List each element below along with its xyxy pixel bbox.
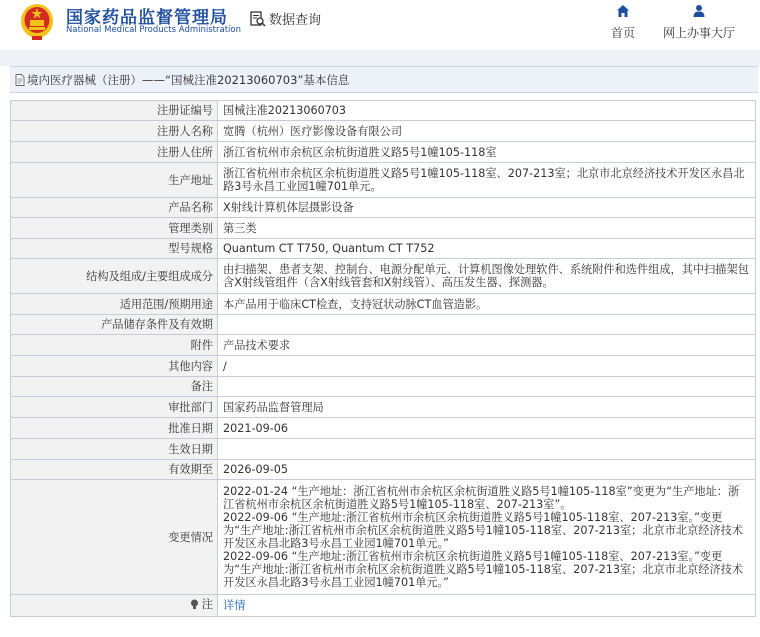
field-label: 备注 xyxy=(11,377,218,397)
breadcrumb-category-link[interactable]: 境内医疗器械（注册） xyxy=(27,72,142,87)
home-icon xyxy=(616,4,630,18)
field-value xyxy=(218,439,756,460)
table-row xyxy=(11,315,756,335)
field-value: 由扫描架、患者支架、控制台、电源分配单元、计算机图像处理软件、系统附件和选件组成，其中扫描架包含X射线管组件（含X射线管套和X射线管）、高压发生器、探测器。 xyxy=(218,259,756,294)
document-icon xyxy=(15,74,25,86)
table-row xyxy=(11,356,756,377)
field-label: 变更情况 xyxy=(11,480,218,595)
field-label: 产品储存条件及有效期 xyxy=(11,315,218,335)
breadcrumb-separator: —— xyxy=(142,72,165,87)
field-value: 2021-09-06 xyxy=(218,418,756,439)
breadcrumb xyxy=(10,66,758,93)
change-entry: 2022-09-06 “生产地址:浙江省杭州市余杭区余杭街道胜义路5号1幢105-118室、207-213室。”变更为“生产地址:浙江省杭州市余杭区余杭街道胜义路5号1幢105-118室、207-213室；北京市北京经济技术开发区永昌北路3号永昌工业园1幢701单元。” xyxy=(223,550,744,589)
field-label: 其他内容 xyxy=(11,356,218,377)
field-value xyxy=(218,315,756,335)
note-label xyxy=(190,598,213,611)
national-emblem-logo xyxy=(20,3,54,41)
field-label: 适用范围/预期用途 xyxy=(11,294,218,315)
site-header xyxy=(0,0,760,50)
nav-online-office-label: 网上办事大厅 xyxy=(663,26,736,40)
table-row xyxy=(11,595,756,617)
table-row xyxy=(11,239,756,259)
table-row xyxy=(11,218,756,239)
change-entry: 2022-01-24 “生产地址：浙江省杭州市余杭区余杭街道胜义路5号1幢105-118室”变更为“生产地址：浙江省杭州市余杭区余杭街道胜义路5号1幢105-118室、207-213室”。 xyxy=(223,485,740,511)
field-label: 结构及组成/主要组成成分 xyxy=(11,259,218,294)
field-label: 有效期至 xyxy=(11,460,218,480)
field-label: 注册人名称 xyxy=(11,121,218,142)
registration-info-table xyxy=(10,100,756,617)
field-value: 本产品用于临床CT检查，支持冠状动脉CT血管造影。 xyxy=(218,294,756,315)
table-row xyxy=(11,121,756,142)
table-row xyxy=(11,480,756,595)
field-value: X射线计算机体层摄影设备 xyxy=(218,198,756,218)
field-label: 注册人住所 xyxy=(11,142,218,163)
details-link[interactable]: 详情 xyxy=(223,599,246,612)
field-value: 产品技术要求 xyxy=(218,335,756,356)
field-label: 管理类别 xyxy=(11,218,218,239)
field-value: 2026-09-05 xyxy=(218,460,756,480)
site-title[interactable]: 国家药品监督管理局 xyxy=(66,8,228,28)
field-value: 国家药品监督管理局 xyxy=(218,397,756,418)
field-value: 国械注准20213060703 xyxy=(218,101,756,121)
table-row xyxy=(11,101,756,121)
table-row xyxy=(11,294,756,315)
field-value: 浙江省杭州市余杭区余杭街道胜义路5号1幢105-118室 xyxy=(218,142,756,163)
lightbulb-icon xyxy=(190,599,199,610)
table-row xyxy=(11,439,756,460)
field-label: 审批部门 xyxy=(11,397,218,418)
table-row xyxy=(11,259,756,294)
data-query-link[interactable] xyxy=(250,9,321,28)
field-value: / xyxy=(218,356,756,377)
field-value: Quantum CT T750, Quantum CT T752 xyxy=(218,239,756,259)
table-row xyxy=(11,397,756,418)
data-query-icon xyxy=(250,11,266,27)
user-icon xyxy=(692,4,706,18)
field-label: 注册证编号 xyxy=(11,101,218,121)
field-value: 浙江省杭州市余杭区余杭街道胜义路5号1幢105-118室、207-213室；北京市北京经济技术开发区永昌北路3号永昌工业园1幢701单元。 xyxy=(218,163,756,198)
table-row xyxy=(11,418,756,439)
header-divider-bar xyxy=(0,50,760,66)
table-row xyxy=(11,377,756,397)
table-row xyxy=(11,335,756,356)
change-entry: 2022-09-06 “生产地址:浙江省杭州市余杭区余杭街道胜义路5号1幢105-118室、207-213室。”变更为“生产地址:浙江省杭州市余杭区余杭街道胜义路5号1幢105-118室、207-213室；北京市北京经济技术开发区永昌北路3号永昌工业园1幢701单元。” xyxy=(223,511,744,550)
nav-home[interactable] xyxy=(611,4,635,41)
table-row xyxy=(11,163,756,198)
table-row xyxy=(11,142,756,163)
note-value-cell xyxy=(218,595,756,617)
field-value: 宽腾（杭州）医疗影像设备有限公司 xyxy=(218,121,756,142)
table-row xyxy=(11,198,756,218)
field-value xyxy=(218,377,756,397)
field-value: 第三类 xyxy=(218,218,756,239)
site-title-english: National Medical Products Administration xyxy=(66,25,241,35)
field-label: 产品名称 xyxy=(11,198,218,218)
table-row xyxy=(11,460,756,480)
field-label: 批准日期 xyxy=(11,418,218,439)
note-label-cell xyxy=(11,595,218,617)
field-label: 型号规格 xyxy=(11,239,218,259)
note-label-text: 注 xyxy=(201,598,213,611)
nav-online-office[interactable] xyxy=(663,4,735,41)
field-label: 生产地址 xyxy=(11,163,218,198)
field-label: 附件 xyxy=(11,335,218,356)
change-history xyxy=(218,480,756,595)
nav-home-label: 首页 xyxy=(611,26,636,40)
breadcrumb-current: “国械注准20213060703”基本信息 xyxy=(165,72,350,87)
data-query-label: 数据查询 xyxy=(269,13,322,28)
field-label: 生效日期 xyxy=(11,439,218,460)
